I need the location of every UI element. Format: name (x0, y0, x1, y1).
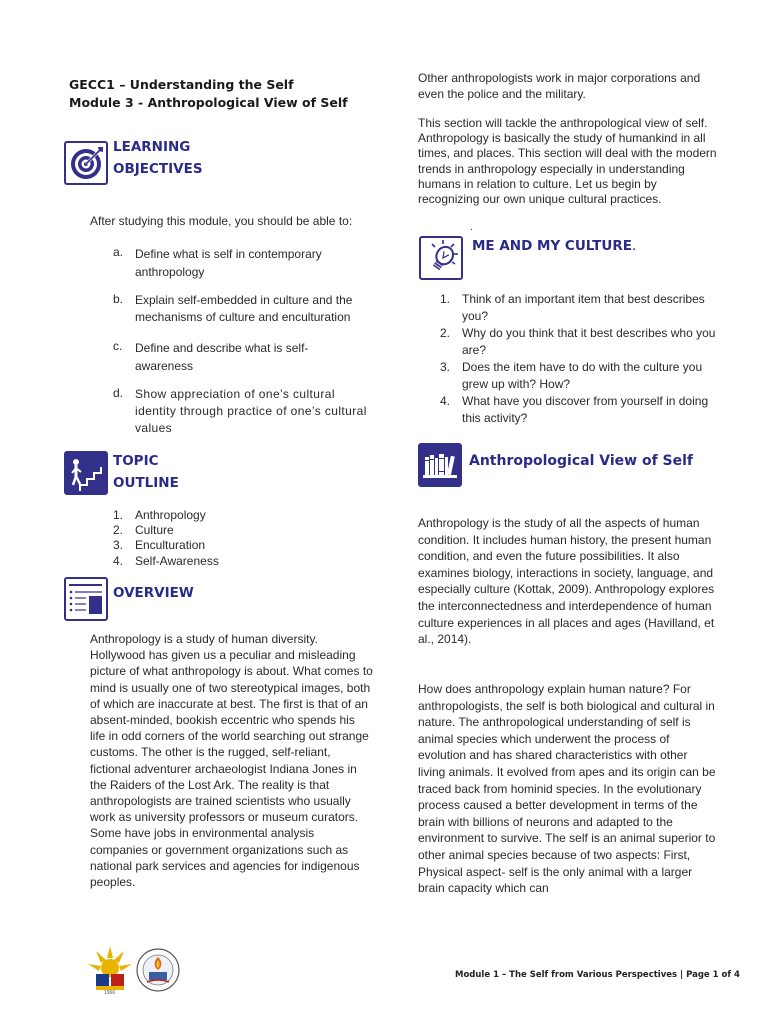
page-footer: Module 1 – The Self from Various Perspectives | Page 1 of 4 (455, 970, 740, 980)
list-item: 2. Culture (113, 523, 174, 538)
overview-title: OVERVIEW (113, 585, 194, 601)
topic-outline-title: TOPIC OUTLINE (113, 453, 179, 491)
anthropological-view-title: Anthropological View of Self (469, 453, 694, 469)
course-title: GECC1 – Understanding the Self (69, 77, 294, 92)
sunburst-seal-logo: 1966 (88, 946, 132, 996)
stray-dot: . (470, 222, 473, 233)
module-title: Module 3 - Anthropological View of Self (69, 95, 348, 110)
document-list-icon (64, 577, 108, 621)
learning-objectives-title: LEARNING OBJECTIVES (113, 139, 203, 177)
list-item: 4. What have you discover from yourself in doing this activity? (440, 394, 709, 425)
me-and-my-culture-title: ME AND MY CULTURE. (472, 238, 637, 254)
list-item: 1. Think of an important item that best describes you? (440, 292, 705, 323)
culture-questions-list (440, 291, 720, 427)
topic-outline-list (113, 508, 313, 569)
right-intro-para1: Other anthropologists work in major corporations and even the police and the military. (418, 71, 701, 101)
document-header (69, 76, 348, 112)
stairs-climber-icon (64, 451, 108, 495)
objectives-intro: After studying this module, you should be able to: (90, 214, 353, 228)
bookshelf-icon (418, 443, 462, 487)
overview-text: Anthropology is a study of human diversity. Hollywood has given us a peculiar and misleading picture of what anthropology is about. What comes to mind is usually one of two stereotypical images, both of which are inaccurate at best. The first is that of an absent-minded, bookish eccentric who spends his life in odd corners of the world searching out strange customs. The other is the rugged, self-reliant, fictional adventurer archaeologist Indiana Jones in the Raiders of the Lost Ark. The reality is that anthropologists are trained scientists who usually work as university professors or museum curators. Some have jobs in environmental analysis companies or government organizations such as national park services and agencies for indigenous peoples. (90, 632, 373, 890)
anthro-view-para1: Anthropology is the study of all the aspects of human condition. It includes human history, the present human condition, and even the future possibilities. It also examines biology, interactions in society, language, and especially culture (Kottak, 2009). Anthropology explores the interconnectedness and interdependence of human culture experiences in all places and ages (Havilland, et al., 2014). (418, 516, 715, 647)
list-item: 3. Does the item have to do with the culture you grew up with? How? (440, 360, 703, 391)
right-intro-para2: This section will tackle the anthropological view of self. Anthropology is basically the study of humankind in all times, and places. This section will deal with the modern trends in anthropology especially in understanding humans in relation to culture. Let us begin by recognizing our own unique cultural practices. (418, 116, 717, 207)
anthro-view-para2: How does anthropology explain human nature? For anthropologists, the self is both biological and cultural in nature. The anthropological understanding of self is animal species which underwent the process of evolution and has shared characteristics with other living animals. It evolved from apes and its origin can be traced back from hominid species. In the evolutionary process caused a better development in terms of the brain with billions of neurons and adapted to the environment to survive. The self is an animal superior to other animal species because of two aspects: First, Physical aspect- self is the only animal with a larger brain capacity which can (418, 682, 716, 896)
list-item: 1. Anthropology (113, 508, 206, 522)
list-item: 2. Why do you think that it best describes who you are? (440, 326, 716, 357)
lightbulb-icon (419, 236, 463, 280)
list-item: 4. Self-Awareness (113, 553, 219, 568)
university-seal-logo (136, 948, 180, 992)
list-item: 3. Enculturation (113, 538, 206, 553)
target-icon (64, 141, 108, 185)
